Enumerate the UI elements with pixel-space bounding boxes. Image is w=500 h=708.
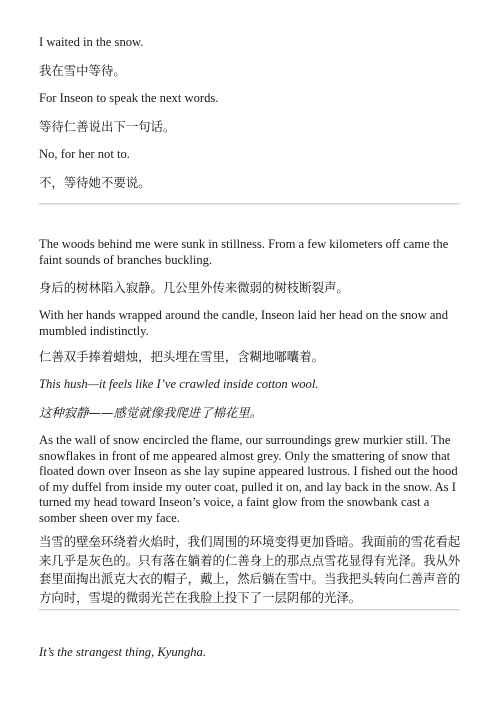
english-italic-paragraph: It’s the strangest thing, Kyungha.	[39, 645, 206, 659]
chinese-italic-paragraph: 这种寂静——感觉就像我爬进了棉花里。	[39, 405, 263, 420]
chinese-paragraph: 仁善双手捧着蜡烛，把头埋在雪里，含糊地嘟囔着。	[39, 349, 324, 364]
english-italic-paragraph: This hush—it feels like I’ve crawled inside cotton wool.	[39, 377, 319, 391]
english-paragraph: No, for her not to.	[39, 147, 130, 161]
english-paragraph: For Inseon to speak the next words.	[39, 91, 219, 105]
english-paragraph: With her hands wrapped around the candle, Inseon laid her head on the snow and mumbled indistinctly.	[39, 308, 449, 338]
chinese-paragraph: 当雪的壁垒环绕着火焰时，我们周围的环境变得更加昏暗。我面前的雪花看起来几乎是灰色的。只有落在躺着的仁善身上的那点点雪花显得有光泽。我从外套里面掏出派克大衣的帽子，戴上，然后躺在雪中。当我把头转向仁善声音的方向时，雪堤的微弱光芒在我脸上投下了一层阴郁的光泽。	[39, 534, 461, 605]
english-paragraph: I waited in the snow.	[39, 35, 144, 49]
chinese-paragraph: 不，等待她不要说。	[39, 175, 151, 190]
chinese-paragraph: 我在雪中等待。	[39, 63, 126, 78]
english-paragraph: The woods behind me were sunk in stillness. From a few kilometers off came the faint sounds of branches buckling.	[39, 237, 449, 267]
section-divider	[39, 203, 460, 204]
chinese-paragraph: 身后的树林陷入寂静。几公里外传来微弱的树枝断裂声。	[39, 280, 349, 295]
english-paragraph: As the wall of snow encircled the flame, our surroundings grew murkier still. The snowflakes in front of me appeared almost grey. Only the smattering of snow that floated down over Inseon as she lay supine appeared lustrous. I fished out the hood of my duffel from inside my outer coat, pulled it on, and lay back in the snow. As I turned my head toward Inseon’s voice, a faint glow from the snowbank cast a somber sheen over my face.	[39, 433, 458, 525]
section-divider	[39, 609, 460, 610]
chinese-paragraph: 等待仁善说出下一句话。	[39, 119, 176, 134]
